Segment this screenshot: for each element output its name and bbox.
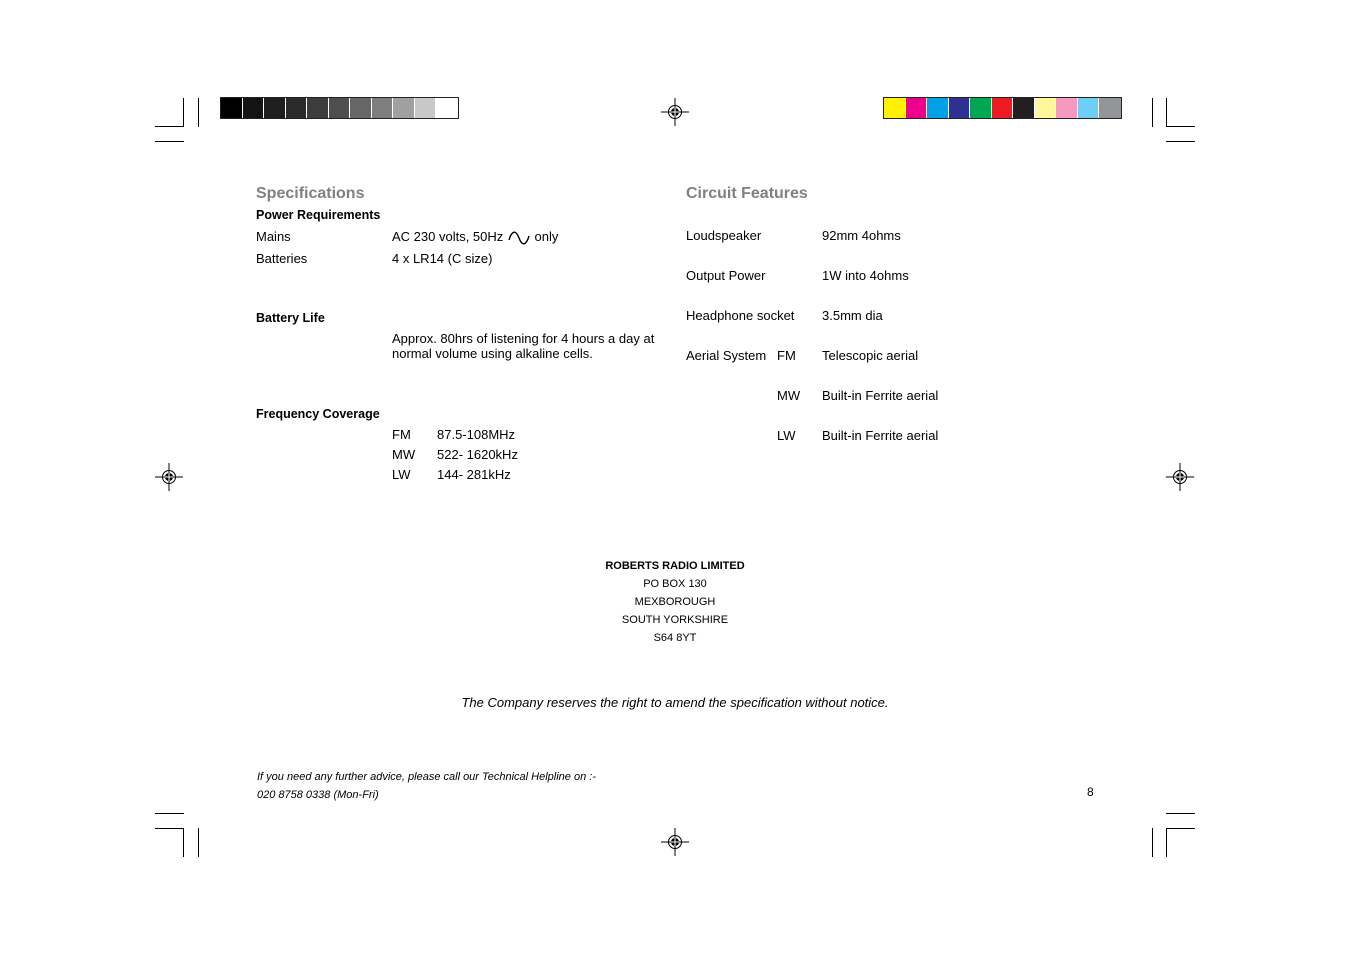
band-label: FM bbox=[392, 427, 411, 442]
ac-sine-wave-icon bbox=[508, 231, 530, 245]
color-swatch bbox=[1013, 98, 1035, 118]
power-requirements-heading: Power Requirements bbox=[256, 208, 381, 222]
color-swatch bbox=[949, 98, 971, 118]
color-swatch bbox=[1056, 98, 1078, 118]
mains-value-text: AC 230 volts, 50Hz bbox=[392, 229, 504, 244]
mains-value-suffix: only bbox=[534, 229, 559, 244]
color-swatch bbox=[1035, 98, 1057, 118]
color-swatch bbox=[264, 98, 286, 118]
color-swatch bbox=[436, 98, 458, 118]
color-swatch bbox=[243, 98, 265, 118]
page-number: 8 bbox=[1087, 785, 1094, 799]
color-swatch bbox=[329, 98, 351, 118]
color-swatch bbox=[350, 98, 372, 118]
company-name: ROBERTS RADIO LIMITED bbox=[605, 560, 745, 572]
registration-mark-icon bbox=[661, 98, 689, 126]
registration-mark-icon bbox=[661, 828, 689, 856]
registration-mark-icon bbox=[1166, 463, 1194, 491]
battery-life-line1: Approx. 80hrs of listening for 4 hours a day at bbox=[392, 331, 655, 346]
color-swatch bbox=[884, 98, 906, 118]
output-power-label: Output Power bbox=[686, 268, 766, 283]
frequency-coverage-heading: Frequency Coverage bbox=[256, 407, 380, 421]
band-label: MW bbox=[392, 447, 416, 462]
color-swatch bbox=[992, 98, 1014, 118]
color-swatch bbox=[1078, 98, 1100, 118]
aerial-system-label: Aerial System bbox=[686, 348, 767, 363]
battery-life-heading: Battery Life bbox=[256, 311, 325, 325]
output-power-value: 1W into 4ohms bbox=[822, 268, 909, 283]
color-swatch bbox=[970, 98, 992, 118]
band-range: 87.5-108MHz bbox=[437, 427, 516, 442]
aerial-value: Telescopic aerial bbox=[822, 348, 919, 363]
address-postcode: S64 8YT bbox=[653, 632, 697, 644]
loudspeaker-label: Loudspeaker bbox=[686, 228, 762, 243]
headphone-socket-value: 3.5mm dia bbox=[822, 308, 883, 323]
band-label: LW bbox=[392, 467, 411, 482]
color-swatch bbox=[415, 98, 437, 118]
color-swatch bbox=[393, 98, 415, 118]
aerial-band: FM bbox=[777, 348, 796, 363]
address-line: SOUTH YORKSHIRE bbox=[621, 614, 729, 626]
address-line: MEXBOROUGH bbox=[634, 596, 716, 608]
color-swatch bbox=[307, 98, 329, 118]
mains-value bbox=[392, 229, 558, 245]
aerial-band: LW bbox=[777, 428, 796, 443]
grayscale-color-bar bbox=[220, 97, 459, 119]
aerial-band: MW bbox=[777, 388, 801, 403]
helpline-text: If you need any further advice, please call our Technical Helpline on :- bbox=[257, 771, 596, 783]
color-swatch bbox=[372, 98, 394, 118]
helpline-number: 020 8758 0338 (Mon-Fri) bbox=[257, 789, 379, 801]
mains-label: Mains bbox=[256, 229, 291, 244]
color-swatch bbox=[286, 98, 308, 118]
headphone-socket-label: Headphone socket bbox=[686, 308, 795, 323]
color-swatch bbox=[1099, 98, 1121, 118]
batteries-value: 4 x LR14 (C size) bbox=[392, 251, 493, 266]
battery-life-line2: normal volume using alkaline cells. bbox=[392, 346, 593, 361]
aerial-value: Built-in Ferrite aerial bbox=[822, 428, 939, 443]
circuit-features-title: Circuit Features bbox=[686, 185, 808, 202]
process-color-bar bbox=[883, 97, 1122, 119]
batteries-label: Batteries bbox=[256, 251, 308, 266]
address-line: PO BOX 130 bbox=[643, 578, 707, 590]
aerial-value: Built-in Ferrite aerial bbox=[822, 388, 939, 403]
band-range: 144- 281kHz bbox=[437, 467, 511, 482]
registration-mark-icon bbox=[155, 463, 183, 491]
specifications-title: Specifications bbox=[256, 185, 365, 202]
color-swatch bbox=[927, 98, 949, 118]
band-range: 522- 1620kHz bbox=[437, 447, 518, 462]
color-swatch bbox=[221, 98, 243, 118]
specification-notice: The Company reserves the right to amend the specification without notice. bbox=[461, 695, 889, 710]
loudspeaker-value: 92mm 4ohms bbox=[822, 228, 901, 243]
color-swatch bbox=[906, 98, 928, 118]
